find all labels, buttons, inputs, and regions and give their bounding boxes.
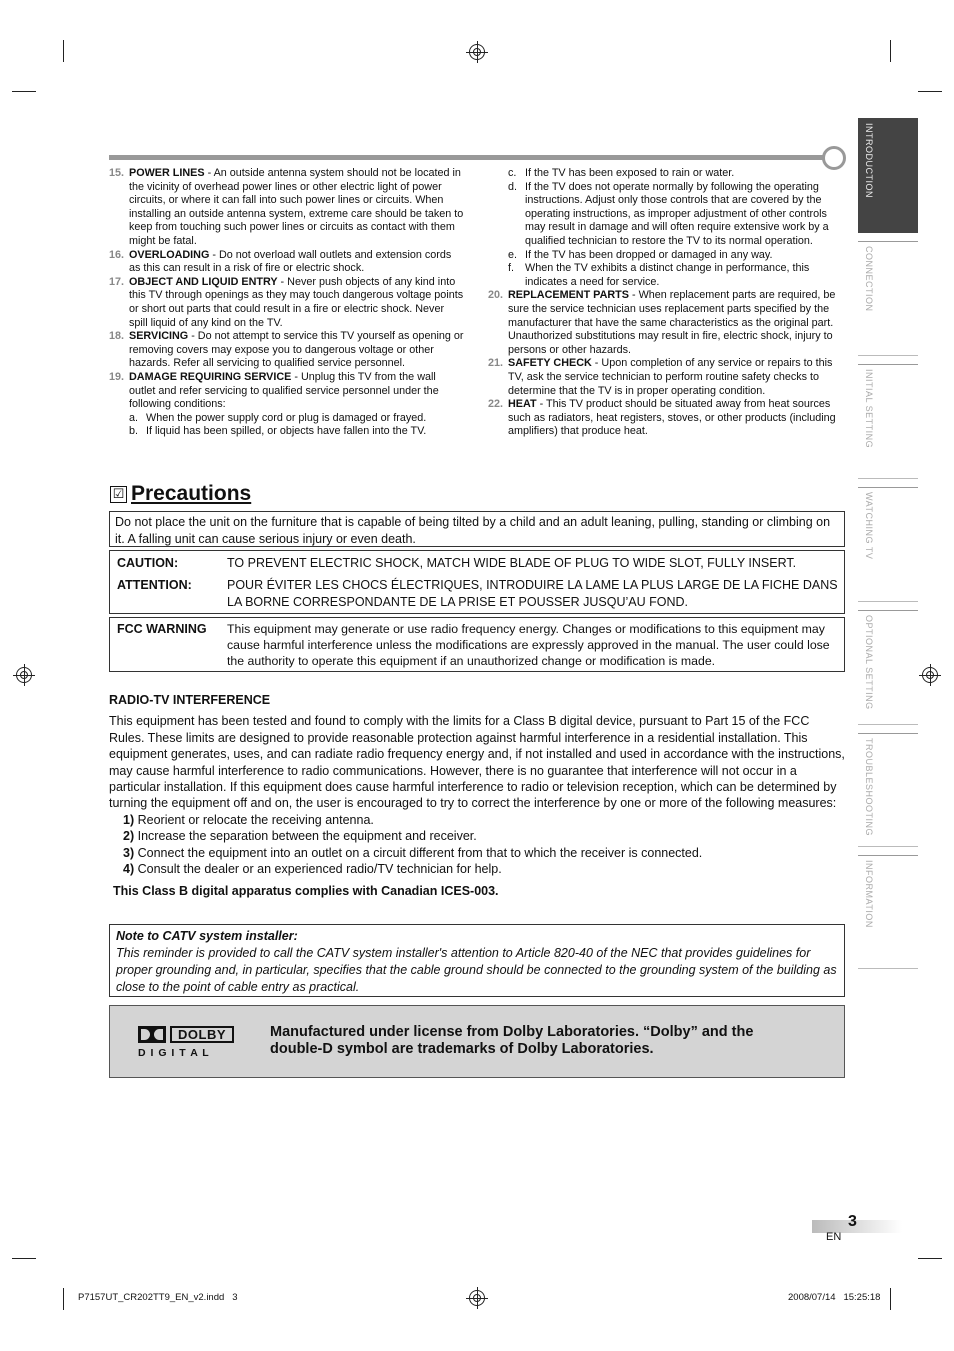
tilt-warning-text: Do not place the unit on the furniture that is capable of being tilted by a child and an adult leaning, pulling, standing or climbing on it. A falling unit can cause serious injury or even death. <box>115 515 831 546</box>
fcc-text: This equipment may generate or use radio frequency energy. Changes or modifications to this equipment may cause harmful interference unless the modifications are expressly approved in the manual. The user could lose the authority to operate this equipment if an unauthorized change or modification is made. <box>227 622 830 668</box>
list-item: 18. SERVICING - Do not attempt to service this TV yourself as opening or removing covers may expose you to dangerous voltage or other hazards. Refer all servicing to qualified service personnel. <box>109 330 464 370</box>
list-item: 15. POWER LINES - An outside antenna system should not be located in the vicinity of overhead power lines or other electric light of power circuits, or where it can fall into such power lines or circuits. When installing an outside antenna system, extreme care should be taken to keep from touching such power lines or circuits as contact with them might be fatal. <box>109 167 464 247</box>
catv-title: Note to CATV system installer: <box>116 929 298 943</box>
list-item: 1) Reorient or relocate the receiving antenna. <box>123 812 374 827</box>
tab-watching-tv[interactable]: WATCHING TV <box>858 487 918 602</box>
list-item: 21. SAFETY CHECK - Upon completion of any service or repairs to this TV, ask the service technician to perform routine safety checks to determine that the TV is in proper operating condition. <box>488 357 833 397</box>
crop-mark <box>890 40 891 62</box>
registration-mark-icon <box>16 667 32 683</box>
catv-text: This reminder is provided to call the CATV system installer's attention to Article 820-40 of the NEC that provides guidelines for proper grounding and, in particular, specifies that the cable ground should be connected to the grounding system of the building as close to the point of cable entry as practical. <box>116 946 837 994</box>
crop-mark <box>12 91 36 92</box>
safety-list-right <box>488 167 846 439</box>
double-d-icon <box>138 1026 166 1043</box>
tab-information[interactable]: INFORMATION <box>858 855 918 969</box>
sub-item: e. If the TV has been dropped or damaged in any way. <box>508 248 773 261</box>
caution-box <box>109 550 845 614</box>
page-number: 3 <box>848 1213 857 1230</box>
list-item: 17. OBJECT AND LIQUID ENTRY - Never push objects of any kind into this TV through openings as they may touch dangerous voltage points or short out parts that could result in a fire or electric shock. Never spill liquid of any kind on the TV. <box>109 275 464 329</box>
tab-initial-setting[interactable]: INITIAL SETTING <box>858 364 918 479</box>
caution-label: CAUTION: <box>117 556 179 570</box>
header-rule <box>109 155 827 160</box>
fcc-label: FCC WARNING <box>117 622 207 636</box>
list-item: 19. DAMAGE REQUIRING SERVICE - Unplug this TV from the wall outlet and refer servicing to qualified service personnel under the following conditions: <box>109 370 439 411</box>
attention-label: ATTENTION: <box>117 578 192 592</box>
safety-list-left <box>109 167 465 439</box>
crop-mark <box>63 1288 64 1310</box>
interference-paragraph: This equipment has been tested and found to comply with the limits for a Class B digital device, pursuant to Part 15 of the FCC Rules. These limits are designed to provide reasonable protection against harmful interference in a residential installation. This equipment generates, uses, and can radiate radio frequency energy and, if not installed and used in accordance with the instructions, may cause harmful interference to radio communications. However, there is no guarantee that interference will not occur in a particular installation. If this equipment does cause harmful interference to radio or television reception, which can be determined by turning the equipment off and on, the user is encouraged to try to correct the interference by one or more of the following measures: <box>109 714 845 811</box>
section-heading: RADIO-TV INTERFERENCE <box>109 693 271 707</box>
list-item: 2) Increase the separation between the equipment and receiver. <box>123 829 477 844</box>
section-title: Precautions <box>131 482 252 505</box>
crop-mark <box>63 40 64 62</box>
sub-item: d. If the TV does not operate normally by following the operating instructions. Adjust only those controls that are covered by the operating instructions, as improper adjustment of other controls may result in damage and will often require extensive work by a qualified technician to restore the TV to its normal operation. <box>508 180 829 247</box>
digital-wordmark: D I G I T A L <box>138 1047 210 1059</box>
footer-filename: P7157UT_CR202TT9_EN_v2.indd 3 <box>78 1292 238 1303</box>
language-code: EN <box>826 1231 842 1243</box>
footer-date: 2008/07/14 15:25:18 <box>788 1292 881 1303</box>
dolby-digital-logo <box>138 1026 236 1060</box>
list-item: 22. HEAT - This TV product should be situated away from heat sources such as radiators, heat registers, stoves, or other products (including amplifiers) that produce heat. <box>488 398 836 438</box>
crop-mark <box>918 1258 942 1259</box>
dolby-trademark-text: Manufactured under license from Dolby Laboratories. “Dolby” and the double-D symbol are trademarks of Dolby Laboratories. <box>270 1024 754 1057</box>
list-item: 16. OVERLOADING - Do not overload wall outlets and extension cords as this can result in a risk of fire or electric shock. <box>109 248 452 275</box>
tilt-warning-box <box>109 511 845 547</box>
registration-mark-icon <box>469 1290 485 1306</box>
tab-troubleshooting[interactable]: TROUBLESHOOTING <box>858 733 918 847</box>
tab-optional-setting[interactable]: OPTIONAL SETTING <box>858 610 918 725</box>
tab-introduction[interactable]: INTRODUCTION <box>858 118 918 233</box>
catv-note-box <box>109 924 845 997</box>
crop-mark <box>918 91 942 92</box>
list-item: 4) Consult the dealer or an experienced radio/TV technician for help. <box>123 862 502 877</box>
sub-item: c. If the TV has been exposed to rain or water. <box>508 167 735 179</box>
list-item: 3) Connect the equipment into an outlet on a circuit different from that to which the receiver is connected. <box>123 845 703 860</box>
crop-mark <box>890 1288 891 1310</box>
radio-tv-section <box>109 692 845 900</box>
checkbox-icon: ☑ <box>110 486 127 503</box>
tab-connection[interactable]: CONNECTION <box>858 241 918 356</box>
crop-mark <box>12 1258 36 1259</box>
sub-item: a. When the power supply cord or plug is damaged or frayed. <box>129 411 427 424</box>
caution-text: TO PREVENT ELECTRIC SHOCK, MATCH WIDE BLADE OF PLUG TO WIDE SLOT, FULLY INSERT. <box>227 556 797 570</box>
dolby-box <box>109 1005 845 1078</box>
fcc-warning-box <box>109 617 845 672</box>
ices-statement: This Class B digital apparatus complies with Canadian ICES-003. <box>113 884 499 899</box>
attention-text: POUR ÉVITER LES CHOCS ÉLECTRIQUES, INTRODUIRE LA LAME LA PLUS LARGE DE LA FICHE DANS LA BORNE CORRESPONDANTE DE LA PRISE ET POUSSER JUSQU’AU FOND. <box>227 578 838 609</box>
sub-item: b. If liquid has been spilled, or objects have fallen into the TV. <box>129 425 427 438</box>
registration-mark-icon <box>922 667 938 683</box>
dolby-wordmark: DOLBY <box>170 1026 234 1043</box>
registration-mark-icon <box>469 44 485 60</box>
sub-item: f. When the TV exhibits a distinct change in performance, this indicates a need for service. <box>508 262 810 288</box>
list-item: 20. REPLACEMENT PARTS - When replacement parts are required, be sure the service technician uses replacement parts specified by the manufacturer that have the same characteristics as the original part. Unauthorized substitutions may result in fire, electric shock, injury to persons or other hazards. <box>488 289 836 356</box>
